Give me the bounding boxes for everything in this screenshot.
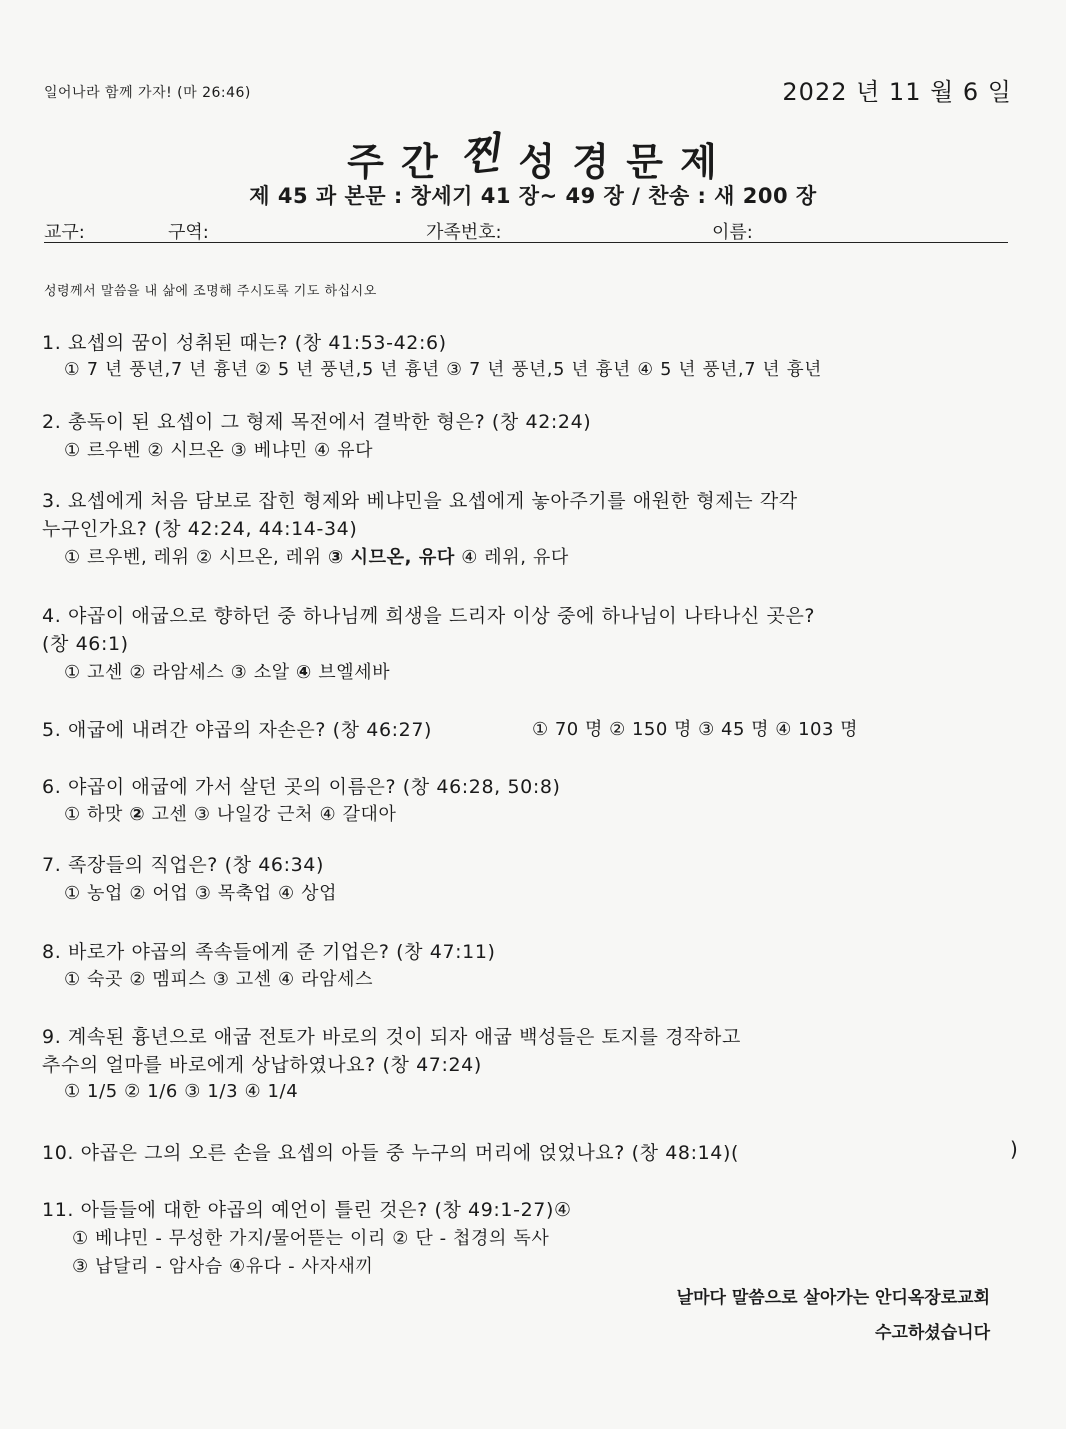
question-1-options: ① 7 년 풍년,7 년 흉년 ② 5 년 풍년,5 년 흉년 ③ 7 년 풍년,5 년 흉년 ④ 5 년 풍년,7 년 흉년	[64, 360, 823, 380]
question-9-line-2: 추수의 얼마를 바로에게 상납하였나요? (창 47:24)	[42, 1054, 482, 1076]
prayer-note: 성령께서 말씀을 내 삶에 조명해 주시도록 기도 하십시오	[44, 284, 377, 299]
question-6-selected-option: ②	[129, 804, 146, 825]
question-10-answer-close: )	[1010, 1137, 1018, 1161]
name-label: 이름:	[712, 222, 753, 243]
question-3-options-b: ④ 레위, 유다	[454, 547, 569, 568]
question-6-options-b: 고센 ③ 나일강 근처 ④ 갈대아	[145, 804, 397, 825]
question-9-line-1: 9. 계속된 흉년으로 애굽 전토가 바로의 것이 되자 애굽 백성들은 토지를 경작하고	[42, 1026, 741, 1048]
title-right: 성 경 문 제	[518, 140, 719, 184]
question-3-options-a: ① 르우벤, 레위 ② 시므온, 레위	[64, 547, 328, 568]
question-6: 6. 야곱이 애굽에 가서 살던 곳의 이름은? (창 46:28, 50:8)	[42, 776, 561, 798]
question-11-options-line-2: ③ 납달리 - 암사슴 ④유다 - 사자새끼	[72, 1256, 374, 1277]
question-3-line-2: 누구인가요? (창 42:24, 44:14-34)	[42, 518, 358, 540]
question-3-line-1: 3. 요셉에게 처음 담보로 잡힌 형제와 베냐민을 요셉에게 놓아주기를 애원한 형제는 각각	[42, 490, 798, 512]
question-4-selected-option: ④	[296, 662, 312, 683]
title-stamp: 찐	[456, 127, 505, 182]
question-7: 7. 족장들의 직업은? (창 46:34)	[42, 854, 324, 876]
zone-label: 구역:	[168, 222, 209, 243]
question-7-options: ① 농업 ② 어업 ③ 목축업 ④ 상업	[64, 883, 338, 904]
question-2-options: ① 르우벤 ② 시므온 ③ 베냐민 ④ 유다	[64, 440, 374, 461]
question-3-selected-option: ③ 시므온, 유다	[327, 547, 455, 568]
lesson-subtitle: 제 45 과 본문 : 창세기 41 장~ 49 장 / 찬송 : 새 200 장	[249, 184, 817, 208]
info-fields	[44, 218, 1008, 243]
question-5-options: ① 70 명 ② 150 명 ③ 45 명 ④ 103 명	[532, 719, 859, 740]
church-slogan: 날마다 말씀으로 살아가는 안디옥장로교회	[676, 1288, 990, 1308]
question-2: 2. 총독이 된 요셉이 그 형제 목전에서 결박한 형은? (창 42:24)	[42, 411, 592, 433]
question-3-options	[64, 543, 569, 569]
question-4-options-a: ① 고센 ② 라암세스 ③ 소알	[64, 662, 297, 683]
question-4-line-2: (창 46:1)	[42, 633, 129, 655]
question-1: 1. 요셉의 꿈이 성취된 때는? (창 41:53-42:6)	[42, 332, 447, 354]
district-label: 교구:	[44, 222, 85, 243]
question-6-options-a: ① 하맛	[64, 804, 130, 825]
question-9-options: ① 1/5 ② 1/6 ③ 1/3 ④ 1/4	[64, 1081, 299, 1102]
question-5: 5. 애굽에 내려간 야곱의 자손은? (창 46:27)	[42, 719, 433, 741]
question-8-options: ① 숙곳 ② 멤피스 ③ 고센 ④ 라암세스	[64, 969, 374, 990]
question-4-line-1: 4. 야곱이 애굽으로 향하던 중 하나님께 희생을 드리자 이상 중에 하나님이 나타나신 곳은?	[42, 605, 816, 627]
question-11-options-line-1: ① 베냐민 - 무성한 가지/물어뜯는 이리 ② 단 - 첩경의 독사	[72, 1228, 550, 1249]
family-number-label: 가족번호:	[426, 222, 502, 243]
question-10: 10. 야곱은 그의 오른 손을 요셉의 아들 중 누구의 머리에 얹었나요? (창 48:14)(	[42, 1142, 739, 1164]
question-6-options	[64, 800, 397, 826]
title-left: 주 간	[347, 140, 440, 184]
question-4-options	[64, 658, 390, 684]
question-4-options-b: 브엘세바	[311, 662, 391, 683]
closing-thanks: 수고하셨습니다	[875, 1323, 990, 1343]
date: 2022 년 11 월 6 일	[782, 78, 1012, 106]
sheet-title	[0, 128, 1066, 188]
motto: 일어나라 함께 가자! (마 26:46)	[44, 85, 251, 101]
question-8: 8. 바로가 야곱의 족속들에게 준 기업은? (창 47:11)	[42, 941, 496, 963]
question-11: 11. 아들들에 대한 야곱의 예언이 틀린 것은? (창 49:1-27)④	[42, 1199, 572, 1221]
